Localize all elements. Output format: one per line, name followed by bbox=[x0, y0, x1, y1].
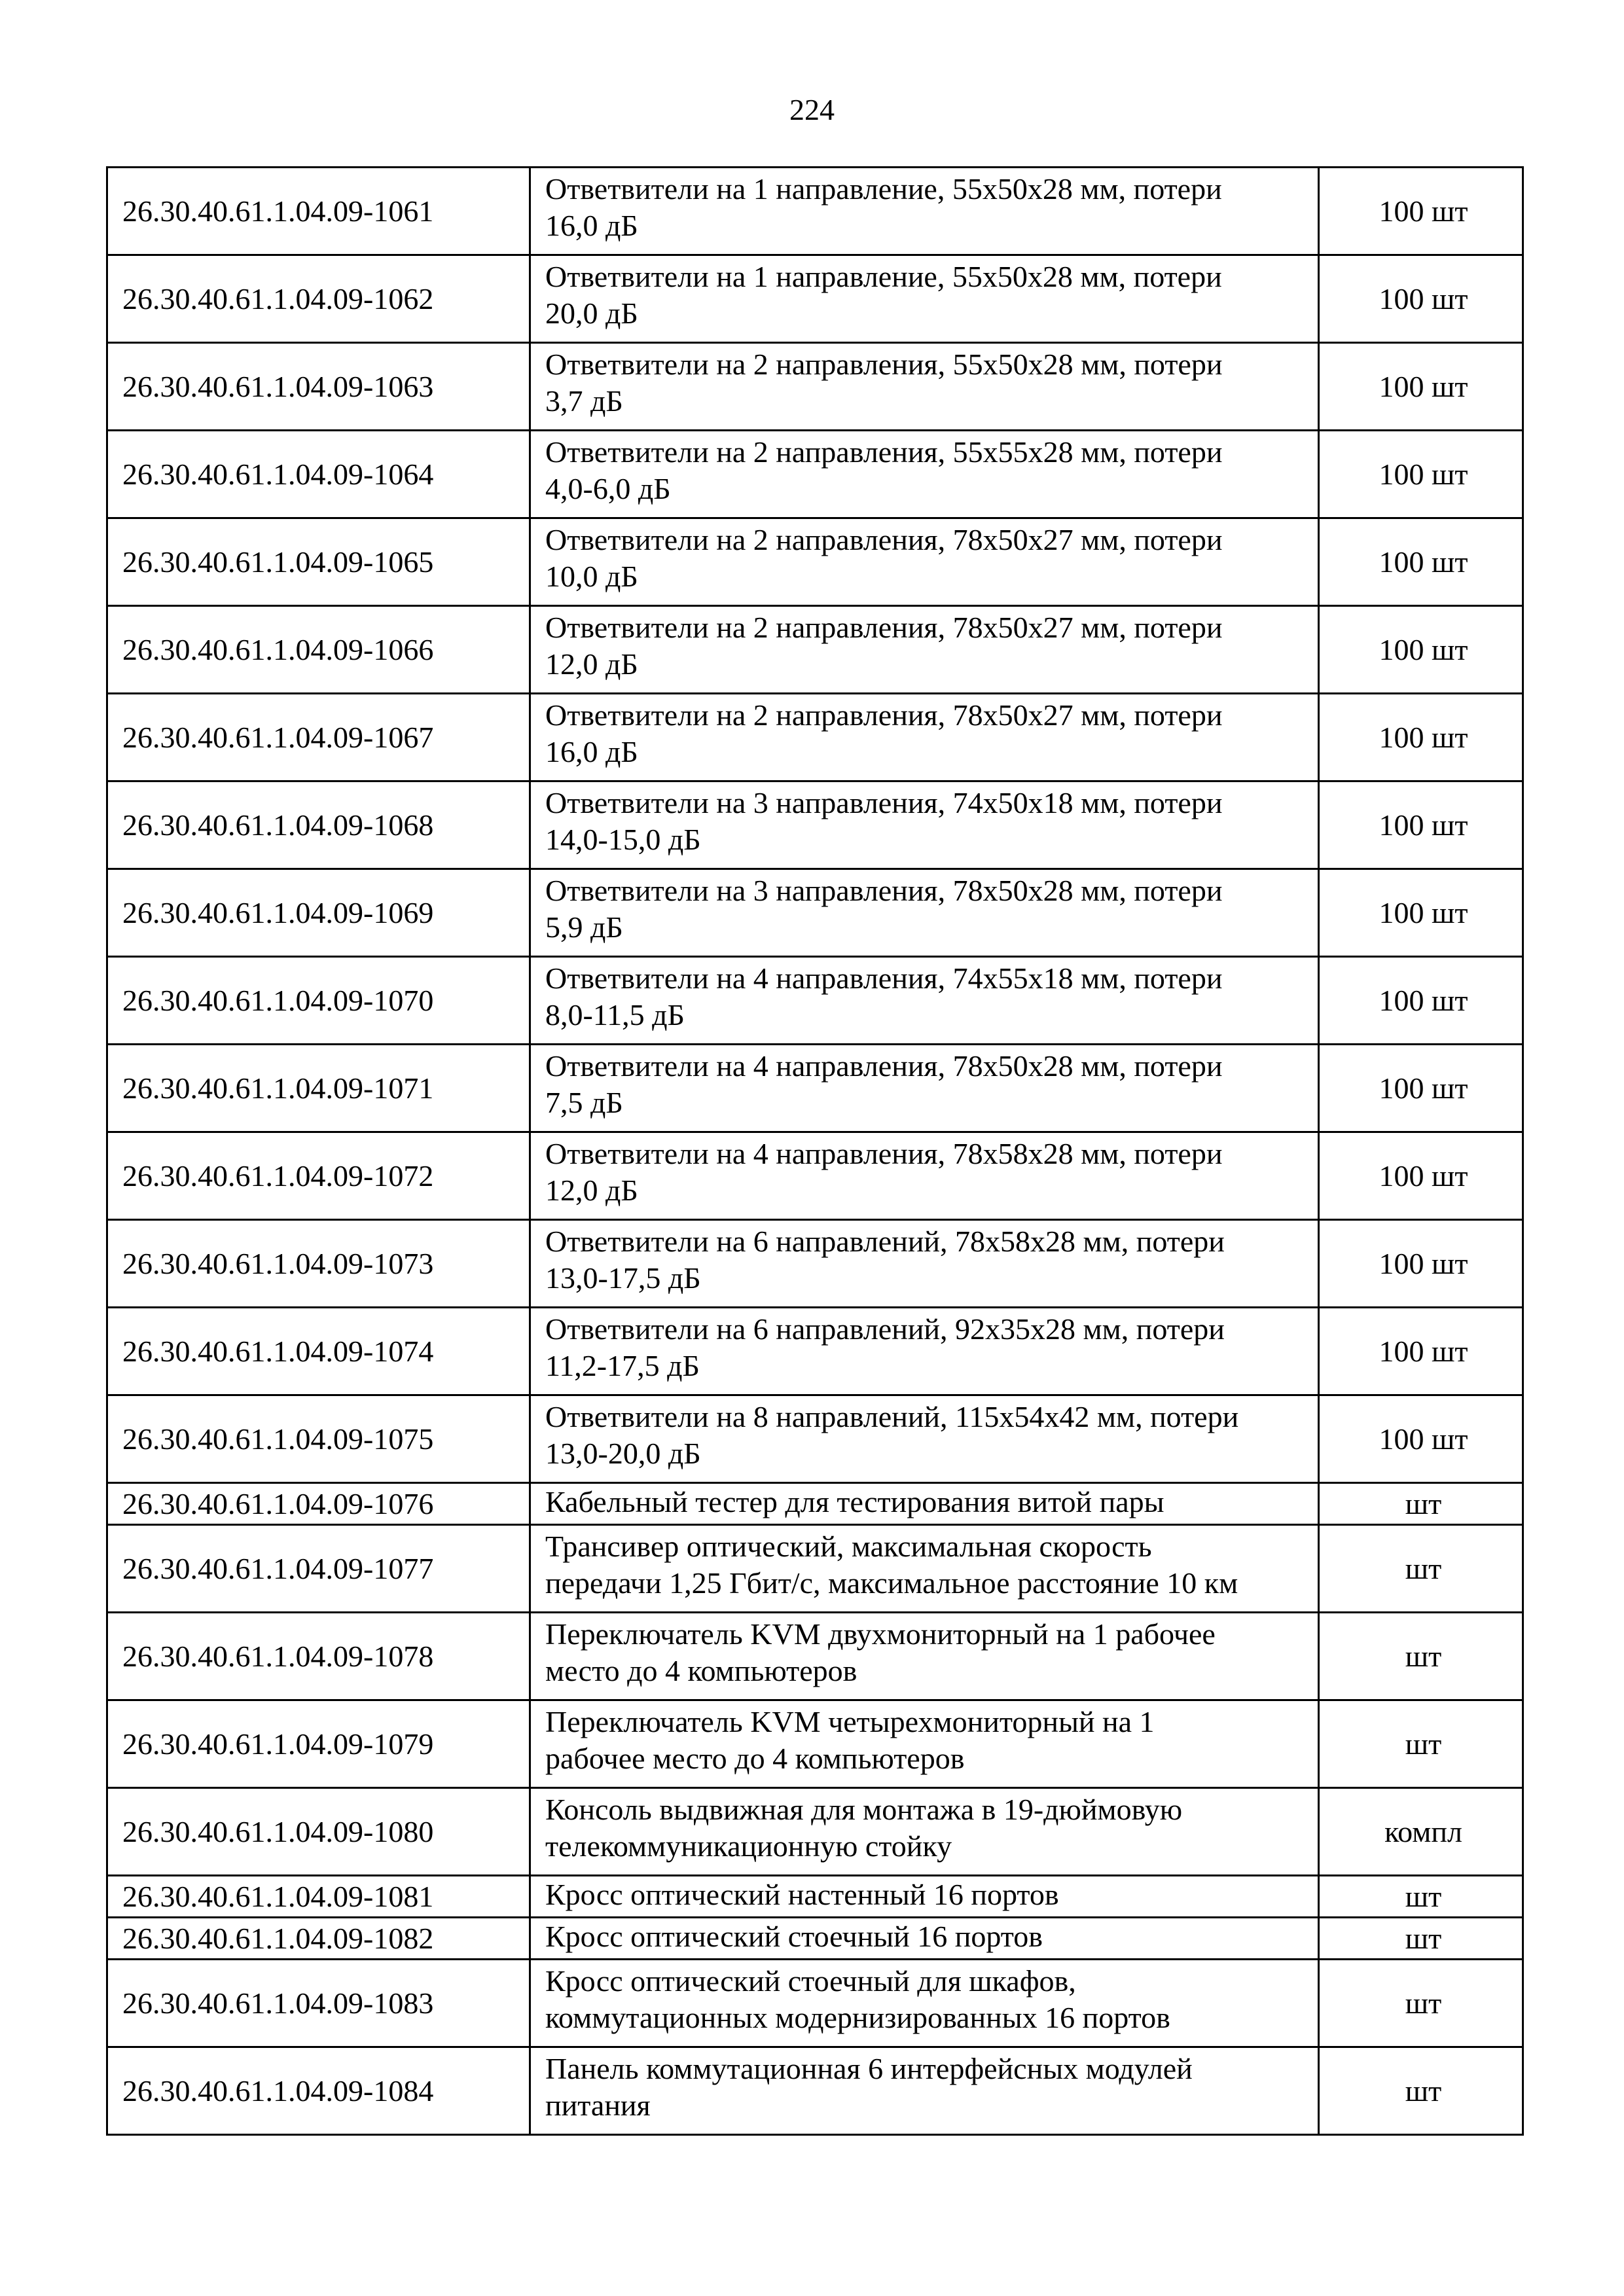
resource-name-line: питания bbox=[545, 2089, 651, 2122]
resource-name-line: 5,9 дБ bbox=[545, 910, 623, 944]
resource-name-line: Ответвители на 4 направления, 78х50х28 мм, потери bbox=[545, 1049, 1223, 1083]
resource-code: 26.30.40.61.1.04.09-1061 bbox=[107, 168, 530, 255]
unit-of-measure: 100 шт bbox=[1319, 606, 1523, 694]
resource-name-line: рабочее место до 4 компьютеров bbox=[545, 1742, 965, 1775]
resource-code: 26.30.40.61.1.04.09-1069 bbox=[107, 869, 530, 957]
resource-name bbox=[530, 1525, 1319, 1613]
resource-name-line: 12,0 дБ bbox=[545, 647, 638, 681]
resource-code: 26.30.40.61.1.04.09-1065 bbox=[107, 518, 530, 606]
resource-name-line: Кросс оптический настенный 16 портов bbox=[545, 1878, 1059, 1911]
resource-name-line: Ответвители на 2 направления, 78х50х27 мм, потери bbox=[545, 698, 1223, 732]
resource-name bbox=[530, 1700, 1319, 1788]
resource-code: 26.30.40.61.1.04.09-1073 bbox=[107, 1220, 530, 1308]
resource-table-body bbox=[107, 168, 1523, 2135]
table-row bbox=[107, 1960, 1523, 2047]
table-row bbox=[107, 781, 1523, 869]
unit-of-measure: шт bbox=[1319, 1525, 1523, 1613]
resource-name-line: Переключатель KVM двухмониторный на 1 рабочее bbox=[545, 1617, 1216, 1651]
table-row bbox=[107, 957, 1523, 1045]
table-row bbox=[107, 168, 1523, 255]
unit-of-measure: шт bbox=[1319, 1918, 1523, 1960]
resource-name-line: 20,0 дБ bbox=[545, 296, 638, 330]
unit-of-measure: шт bbox=[1319, 2047, 1523, 2135]
resource-name-line: Панель коммутационная 6 интерфейсных модулей bbox=[545, 2052, 1193, 2085]
resource-name-line: Консоль выдвижная для монтажа в 19-дюймовую bbox=[545, 1793, 1183, 1826]
table-row bbox=[107, 431, 1523, 518]
resource-name bbox=[530, 168, 1319, 255]
resource-code: 26.30.40.61.1.04.09-1074 bbox=[107, 1308, 530, 1395]
table-row bbox=[107, 1918, 1523, 1960]
resource-name-line: 7,5 дБ bbox=[545, 1086, 623, 1119]
unit-of-measure: шт bbox=[1319, 1960, 1523, 2047]
resource-name-line: Ответвители на 4 направления, 74х55х18 мм, потери bbox=[545, 961, 1223, 995]
resource-name-line: Ответвители на 2 направления, 55х55х28 мм, потери bbox=[545, 435, 1223, 469]
resource-name bbox=[530, 1613, 1319, 1700]
unit-of-measure: 100 шт bbox=[1319, 1220, 1523, 1308]
resource-name-line: 13,0-17,5 дБ bbox=[545, 1261, 701, 1295]
resource-name-line: Кросс оптический стоечный 16 портов bbox=[545, 1920, 1043, 1953]
unit-of-measure: 100 шт bbox=[1319, 431, 1523, 518]
resource-name-line: 14,0-15,0 дБ bbox=[545, 823, 701, 856]
resource-name-line: 12,0 дБ bbox=[545, 1174, 638, 1207]
resource-name-line: 13,0-20,0 дБ bbox=[545, 1437, 701, 1470]
resource-name bbox=[530, 1132, 1319, 1220]
unit-of-measure: 100 шт bbox=[1319, 343, 1523, 431]
resource-name bbox=[530, 1788, 1319, 1876]
resource-name bbox=[530, 1483, 1319, 1525]
resource-name bbox=[530, 1220, 1319, 1308]
resource-name-line: Ответвители на 2 направления, 78х50х27 мм, потери bbox=[545, 523, 1223, 556]
resource-name-line: место до 4 компьютеров bbox=[545, 1654, 857, 1687]
resource-name bbox=[530, 255, 1319, 343]
resource-code: 26.30.40.61.1.04.09-1070 bbox=[107, 957, 530, 1045]
resource-name-line: Ответвители на 3 направления, 74х50х18 мм, потери bbox=[545, 786, 1223, 819]
resource-code: 26.30.40.61.1.04.09-1062 bbox=[107, 255, 530, 343]
resource-name bbox=[530, 343, 1319, 431]
resource-name bbox=[530, 1308, 1319, 1395]
page-number: 224 bbox=[789, 93, 835, 126]
table-row bbox=[107, 343, 1523, 431]
table-row bbox=[107, 2047, 1523, 2135]
resource-code: 26.30.40.61.1.04.09-1063 bbox=[107, 343, 530, 431]
unit-of-measure: 100 шт bbox=[1319, 255, 1523, 343]
resource-name-line: 16,0 дБ bbox=[545, 735, 638, 768]
resource-name-line: Переключатель KVM четырехмониторный на 1 bbox=[545, 1705, 1155, 1738]
resource-table bbox=[106, 166, 1524, 2136]
table-row bbox=[107, 1700, 1523, 1788]
resource-code: 26.30.40.61.1.04.09-1068 bbox=[107, 781, 530, 869]
resource-name bbox=[530, 1918, 1319, 1960]
resource-name-line: Ответвители на 4 направления, 78х58х28 мм, потери bbox=[545, 1137, 1223, 1170]
table-row bbox=[107, 1045, 1523, 1132]
table-row bbox=[107, 1613, 1523, 1700]
resource-name bbox=[530, 1045, 1319, 1132]
unit-of-measure: шт bbox=[1319, 1700, 1523, 1788]
resource-code: 26.30.40.61.1.04.09-1080 bbox=[107, 1788, 530, 1876]
table-row bbox=[107, 1395, 1523, 1483]
resource-name bbox=[530, 1395, 1319, 1483]
resource-name bbox=[530, 781, 1319, 869]
unit-of-measure: шт bbox=[1319, 1483, 1523, 1525]
unit-of-measure: компл bbox=[1319, 1788, 1523, 1876]
resource-name bbox=[530, 694, 1319, 781]
resource-name bbox=[530, 431, 1319, 518]
table-row bbox=[107, 1788, 1523, 1876]
unit-of-measure: 100 шт bbox=[1319, 518, 1523, 606]
resource-name-line: 4,0-6,0 дБ bbox=[545, 472, 671, 505]
table-row bbox=[107, 1132, 1523, 1220]
resource-name-line: Трансивер оптический, максимальная скорость bbox=[545, 1530, 1152, 1563]
unit-of-measure: 100 шт bbox=[1319, 1132, 1523, 1220]
table-row bbox=[107, 869, 1523, 957]
resource-name bbox=[530, 869, 1319, 957]
resource-name-line: Ответвители на 2 направления, 55х50х28 мм, потери bbox=[545, 348, 1223, 381]
unit-of-measure: шт bbox=[1319, 1876, 1523, 1918]
resource-name-line: Ответвители на 1 направление, 55х50х28 мм, потери bbox=[545, 172, 1222, 206]
table-row bbox=[107, 694, 1523, 781]
unit-of-measure: 100 шт bbox=[1319, 168, 1523, 255]
table-row bbox=[107, 518, 1523, 606]
resource-code: 26.30.40.61.1.04.09-1079 bbox=[107, 1700, 530, 1788]
table-row bbox=[107, 1483, 1523, 1525]
resource-code: 26.30.40.61.1.04.09-1081 bbox=[107, 1876, 530, 1918]
resource-name-line: 8,0-11,5 дБ bbox=[545, 998, 685, 1031]
resource-name-line: Ответвители на 8 направлений, 115х54х42 мм, потери bbox=[545, 1400, 1239, 1433]
resource-name-line: 10,0 дБ bbox=[545, 560, 638, 593]
resource-name-line: Ответвители на 6 направлений, 92х35х28 мм, потери bbox=[545, 1312, 1225, 1346]
resource-name-line: Ответвители на 3 направления, 78х50х28 мм, потери bbox=[545, 874, 1223, 907]
unit-of-measure: шт bbox=[1319, 1613, 1523, 1700]
table-row bbox=[107, 255, 1523, 343]
resource-name-line: 11,2-17,5 дБ bbox=[545, 1349, 700, 1382]
resource-code: 26.30.40.61.1.04.09-1077 bbox=[107, 1525, 530, 1613]
resource-code: 26.30.40.61.1.04.09-1072 bbox=[107, 1132, 530, 1220]
resource-code: 26.30.40.61.1.04.09-1067 bbox=[107, 694, 530, 781]
resource-code: 26.30.40.61.1.04.09-1064 bbox=[107, 431, 530, 518]
table-row bbox=[107, 1525, 1523, 1613]
table-row bbox=[107, 1220, 1523, 1308]
resource-name-line: Ответвители на 6 направлений, 78х58х28 мм, потери bbox=[545, 1225, 1225, 1258]
unit-of-measure: 100 шт bbox=[1319, 781, 1523, 869]
resource-name-line: передачи 1,25 Гбит/с, максимальное расстояние 10 км bbox=[545, 1566, 1238, 1600]
unit-of-measure: 100 шт bbox=[1319, 957, 1523, 1045]
resource-name bbox=[530, 1960, 1319, 2047]
resource-code: 26.30.40.61.1.04.09-1078 bbox=[107, 1613, 530, 1700]
resource-name bbox=[530, 518, 1319, 606]
table-row bbox=[107, 1308, 1523, 1395]
resource-name-line: коммутационных модернизированных 16 портов bbox=[545, 2001, 1170, 2034]
resource-code: 26.30.40.61.1.04.09-1084 bbox=[107, 2047, 530, 2135]
resource-code: 26.30.40.61.1.04.09-1083 bbox=[107, 1960, 530, 2047]
unit-of-measure: 100 шт bbox=[1319, 1308, 1523, 1395]
resource-name-line: Кабельный тестер для тестирования витой пары bbox=[545, 1485, 1164, 1518]
resource-name-line: телекоммуникационную стойку bbox=[545, 1829, 952, 1863]
unit-of-measure: 100 шт bbox=[1319, 694, 1523, 781]
resource-name bbox=[530, 2047, 1319, 2135]
resource-name bbox=[530, 606, 1319, 694]
unit-of-measure: 100 шт bbox=[1319, 869, 1523, 957]
resource-name bbox=[530, 1876, 1319, 1918]
resource-name-line: Кросс оптический стоечный для шкафов, bbox=[545, 1964, 1076, 1998]
table-row bbox=[107, 1876, 1523, 1918]
resource-name bbox=[530, 957, 1319, 1045]
table-row bbox=[107, 606, 1523, 694]
unit-of-measure: 100 шт bbox=[1319, 1045, 1523, 1132]
resource-name-line: 3,7 дБ bbox=[545, 384, 623, 418]
resource-name-line: Ответвители на 2 направления, 78х50х27 мм, потери bbox=[545, 611, 1223, 644]
unit-of-measure: 100 шт bbox=[1319, 1395, 1523, 1483]
resource-code: 26.30.40.61.1.04.09-1076 bbox=[107, 1483, 530, 1525]
resource-name-line: Ответвители на 1 направление, 55х50х28 мм, потери bbox=[545, 260, 1222, 293]
resource-code: 26.30.40.61.1.04.09-1066 bbox=[107, 606, 530, 694]
resource-code: 26.30.40.61.1.04.09-1071 bbox=[107, 1045, 530, 1132]
resource-code: 26.30.40.61.1.04.09-1075 bbox=[107, 1395, 530, 1483]
resource-code: 26.30.40.61.1.04.09-1082 bbox=[107, 1918, 530, 1960]
resource-name-line: 16,0 дБ bbox=[545, 209, 638, 242]
